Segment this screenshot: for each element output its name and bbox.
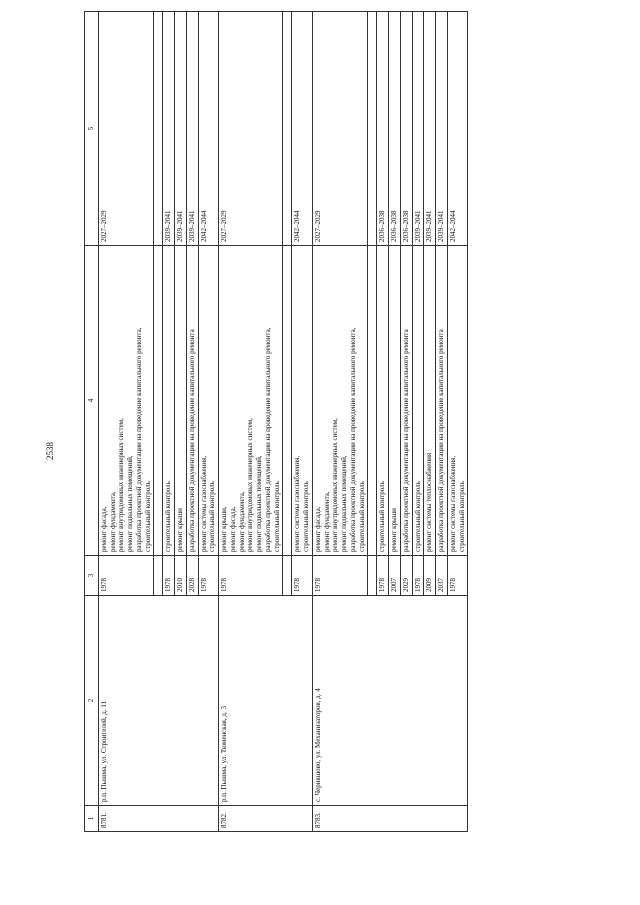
row-term: 2027–2029 [98, 12, 154, 246]
row-year [154, 556, 163, 596]
row-term: 2036–2038 [400, 12, 412, 246]
header-col-1: 1 [85, 806, 99, 832]
row-year: 1978 [98, 556, 154, 596]
row-term [154, 12, 163, 246]
row-year: 2029 [400, 556, 412, 596]
row-work-type [368, 246, 377, 556]
header-col-4: 4 [85, 246, 99, 556]
row-year: 2010 [175, 556, 187, 596]
row-term: 2027–2029 [219, 12, 283, 246]
row-work-type: ремонт системы газоснабжения, строительный контроль [292, 246, 313, 556]
row-term: 2039–2041 [436, 12, 448, 246]
row-year: 1978 [198, 556, 219, 596]
row-year: 1978 [447, 556, 468, 596]
row-year: 1978 [412, 556, 424, 596]
row-year: 2037 [436, 556, 448, 596]
rotated-table-container [84, 12, 589, 832]
table-body [98, 12, 468, 832]
row-term: 2039–2041 [175, 12, 187, 246]
entry-number: 8781. [98, 806, 218, 832]
row-term: 2039–2041 [412, 12, 424, 246]
row-work-type: разработка проектной документации на проведение капитального ремонта [186, 246, 198, 556]
entry-number: 8783. [312, 806, 468, 832]
row-term: 2036–2038 [389, 12, 401, 246]
row-work-type [154, 246, 163, 556]
row-work-type: ремонт системы теплоснабжения [424, 246, 436, 556]
table-row [219, 12, 283, 832]
row-work-type: разработка проектной документации на проведение капитального ремонта [436, 246, 448, 556]
row-work-type: ремонт системы газоснабжения, строительный контроль [198, 246, 219, 556]
entry-number: 8782. [219, 806, 313, 832]
row-term: 2042–2044 [292, 12, 313, 246]
entry-address: р.п. Пышма, ул. Строителей, д. 11 [98, 596, 218, 806]
row-work-type: строительный контроль [412, 246, 424, 556]
header-col-5: 5 [85, 12, 99, 246]
table-row [98, 12, 154, 832]
row-year: 1978 [292, 556, 313, 596]
row-year [368, 556, 377, 596]
header-col-3: 3 [85, 556, 99, 596]
row-work-type [283, 246, 292, 556]
row-work-type: ремонт крыши [175, 246, 187, 556]
page-number: 2538 [45, 442, 55, 460]
header-col-2: 2 [85, 596, 99, 806]
row-year [283, 556, 292, 596]
row-work-type: ремонт системы газоснабжения, строительный контроль [447, 246, 468, 556]
row-term: 2042–2044 [447, 12, 468, 246]
entry-address: р.п. Пышма, ул. Тюменская, д. 3 [219, 596, 313, 806]
row-work-type: строительный контроль [377, 246, 389, 556]
row-year: 2007 [389, 556, 401, 596]
row-year: 1978 [163, 556, 175, 596]
entry-address: с. Черняшово, ул. Механизаторов, д. 4 [312, 596, 468, 806]
row-work-type: ремонт фасада, ремонт фундамента, ремонт внутридомовых инженерных систем, ремонт подвальных помещений, разработка проектной документации на проведение капитального ремонта, строительный контроль [312, 246, 368, 556]
row-year: 1978 [377, 556, 389, 596]
row-term: 2027–2029 [312, 12, 368, 246]
row-work-type: разработка проектной документации на проведение капитального ремонта [400, 246, 412, 556]
row-term [368, 12, 377, 246]
row-work-type: ремонт крыши, ремонт фасада, ремонт фундамента, ремонт внутридомовых инженерных систем, ремонт подвальных помещений, разработка проектной документации на проведение капитального ремонта, строительный контроль [219, 246, 283, 556]
row-term: 2042–2044 [198, 12, 219, 246]
row-year: 2028 [186, 556, 198, 596]
header-row [85, 12, 99, 832]
repair-schedule-table [84, 11, 468, 832]
row-term: 2039–2041 [424, 12, 436, 246]
row-year: 2009 [424, 556, 436, 596]
row-year: 1978 [219, 556, 283, 596]
row-year: 1978 [312, 556, 368, 596]
row-work-type: ремонт крыши [389, 246, 401, 556]
row-term: 2036–2038 [377, 12, 389, 246]
row-work-type: строительный контроль [163, 246, 175, 556]
table-row [312, 12, 368, 832]
row-work-type: ремонт фасада, ремонт фундамента, ремонт внутридомовых инженерных систем, ремонт подвальных помещений, разработка проектной документации на проведение капитального ремонта, строительный контроль [98, 246, 154, 556]
row-term [283, 12, 292, 246]
row-term: 2039–2041 [186, 12, 198, 246]
row-term: 2039–2041 [163, 12, 175, 246]
